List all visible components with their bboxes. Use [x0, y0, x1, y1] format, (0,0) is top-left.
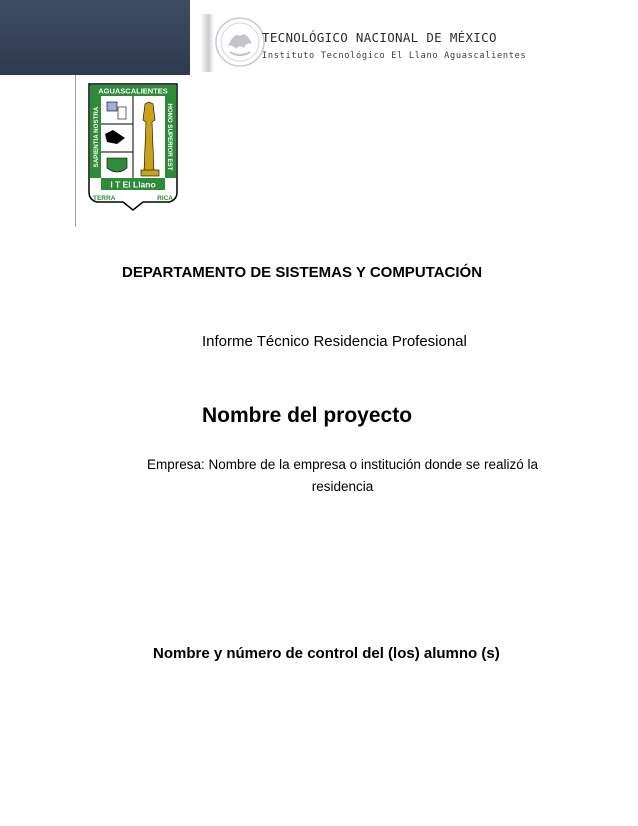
crest-top-text: AGUASCALIENTES — [98, 86, 168, 96]
crest-left-text: SAPIENTIA NOSTRA — [93, 106, 100, 168]
students-line: Nombre y número de control del (los) alumno (s) — [153, 645, 500, 662]
company-line: Empresa: Nombre de la empresa o institución donde se realizó la residencia — [147, 457, 538, 494]
margin-divider — [75, 75, 76, 227]
report-type: Informe Técnico Residencia Profesional — [202, 333, 467, 350]
header-shade — [200, 14, 214, 72]
project-title: Nombre del proyecto — [202, 404, 413, 427]
department-heading: DEPARTAMENTO DE SISTEMAS Y COMPUTACIÓN — [122, 264, 483, 281]
crest-right-text: HOMO SUPERIOR EST — [166, 103, 173, 171]
school-crest-icon — [87, 82, 179, 212]
national-seal-icon — [214, 16, 266, 68]
crest-bottom-left: TERRA — [93, 195, 116, 202]
institution-subtitle: Instituto Tecnológico El Llano Aguascalientes — [262, 51, 527, 61]
institution-title: TECNOLÓGICO NACIONAL DE MÉXICO — [262, 30, 497, 45]
header-corner-bar — [0, 0, 190, 75]
crest-bottom-right: RICA — [157, 195, 173, 202]
crest-band-text: I T El Llano — [110, 179, 156, 190]
